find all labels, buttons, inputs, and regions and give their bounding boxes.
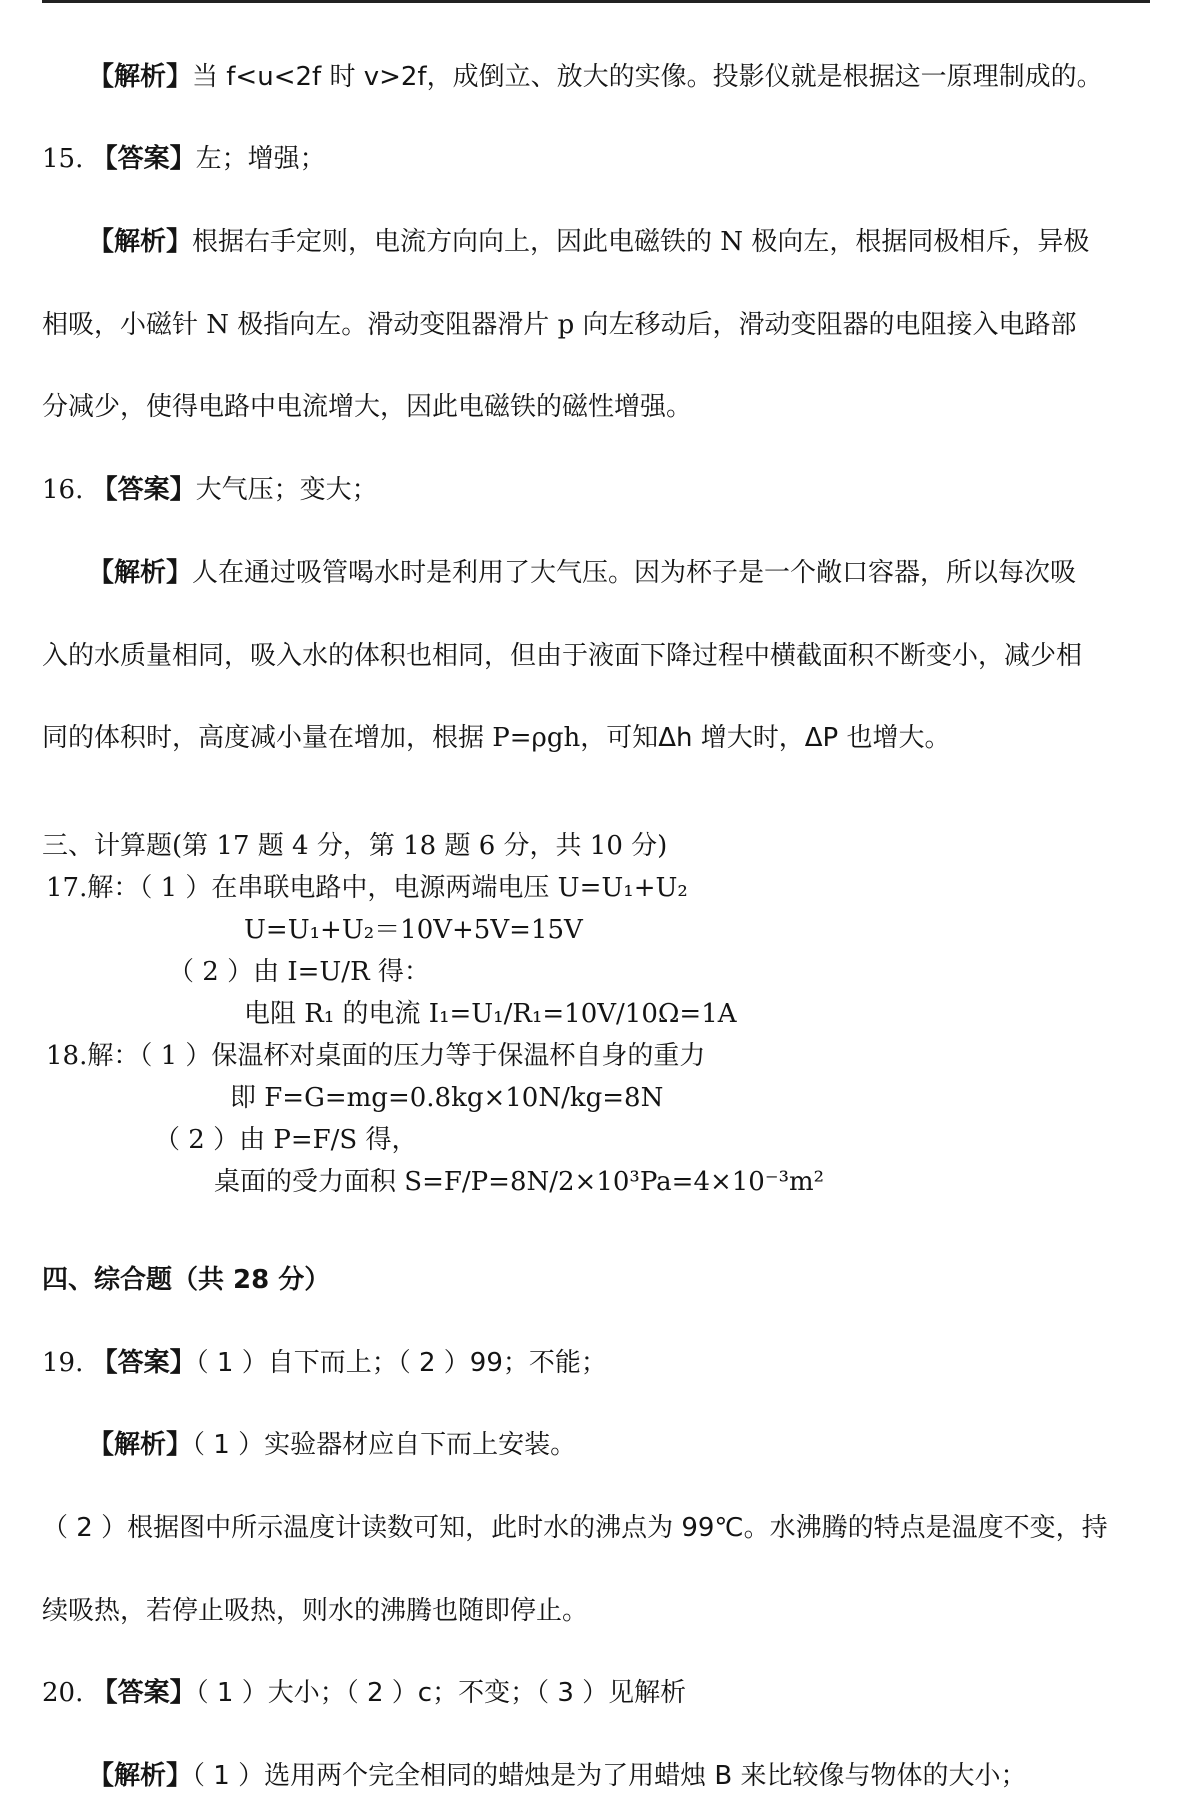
q17-line3: （ 2 ）由 I=U/R 得： bbox=[168, 957, 430, 987]
text-seg: 人在通过吸管喝水时是利用了大气压。因为杯子是一个敞口容器，所以每次吸 bbox=[192, 558, 1077, 588]
q14-analysis bbox=[88, 60, 1103, 94]
question-number: 20. bbox=[42, 1678, 84, 1708]
answer-text: （ 1 ）自下而上；（ 2 ）99；不能； bbox=[195, 1348, 607, 1378]
answer-label: 【答案】 bbox=[91, 144, 196, 174]
section4-title: 四、综合题（共 28 分） bbox=[42, 1265, 331, 1295]
text-seg: p bbox=[557, 310, 575, 340]
text-seg: 向左移动后，滑动变阻器的电阻接入电路部 bbox=[582, 310, 1077, 340]
q16-analysis-line1 bbox=[88, 556, 1076, 590]
answer-text: （ 1 ）大小；（ 2 ）c；不变；（ 3 ）见解析 bbox=[195, 1678, 687, 1708]
text-seg: 极指向左。滑动变阻器滑片 bbox=[237, 310, 550, 340]
section3-title: 三、计算题(第 17 题 4 分，第 18 题 6 分，共 10 分) bbox=[42, 831, 668, 861]
q15-analysis-line1 bbox=[42, 225, 1150, 259]
text-seg: （ 1 ）选用两个完全相同的蜡烛是为了用蜡烛 B 来比较像与物体的大小； bbox=[192, 1761, 1027, 1791]
q18-line2: 即 F=G=mg=0.8kg×10N/kg=8N bbox=[230, 1083, 664, 1113]
q17-line4: 电阻 R₁ 的电流 I₁=U₁/R₁=10V/10Ω=1A bbox=[244, 999, 737, 1029]
analysis-label: 【解析】 bbox=[88, 558, 193, 588]
q17-line1: 17.解：（ 1 ）在串联电路中，电源两端电压 U=U₁+U₂ bbox=[46, 873, 688, 903]
q19-analysis-line1 bbox=[88, 1428, 576, 1462]
analysis-label: 【解析】 bbox=[88, 1430, 193, 1460]
text-seg: 同的体积时，高度减小量在增加，根据 bbox=[42, 723, 485, 753]
answer-label: 【答案】 bbox=[91, 475, 196, 505]
text-seg: N bbox=[720, 227, 744, 257]
top-rule bbox=[42, 0, 1150, 3]
text-seg: ，可知Δh 增大时，ΔP 也增大。 bbox=[580, 723, 951, 753]
answer-label: 【答案】 bbox=[91, 1348, 196, 1378]
q20-analysis-line1 bbox=[88, 1759, 1026, 1793]
question-number: 15. bbox=[42, 144, 84, 174]
q16-answer bbox=[42, 473, 378, 507]
q15-analysis-line2 bbox=[42, 308, 1077, 342]
question-number: 19. bbox=[42, 1348, 84, 1378]
analysis-label: 【解析】 bbox=[88, 62, 193, 92]
text-seg: 极向左，根据同极相斥，异极 bbox=[751, 227, 1090, 257]
q20-answer bbox=[42, 1676, 686, 1710]
answer-label: 【答案】 bbox=[91, 1678, 196, 1708]
text-seg: P=ρgh bbox=[492, 723, 581, 753]
text-seg: 根据右手定则，电流方向向上，因此电磁铁的 bbox=[192, 227, 713, 257]
text-seg: （ 1 ）实验器材应自下而上安装。 bbox=[192, 1430, 577, 1460]
question-number: 16. bbox=[42, 475, 84, 505]
answer-text: 左；增强； bbox=[195, 144, 326, 174]
q18-line3: （ 2 ）由 P=F/S 得， bbox=[154, 1125, 418, 1155]
q18-line4: 桌面的受力面积 S=F/P=8N/2×10³Pa=4×10⁻³m² bbox=[214, 1167, 825, 1197]
q15-answer bbox=[42, 142, 326, 176]
text-seg: 相吸，小磁针 bbox=[42, 310, 199, 340]
analysis-label: 【解析】 bbox=[88, 227, 193, 257]
analysis-label: 【解析】 bbox=[88, 1761, 193, 1791]
q19-analysis-line2: （ 2 ）根据图中所示温度计读数可知，此时水的沸点为 99℃。水沸腾的特点是温度不变，持 bbox=[42, 1513, 1108, 1543]
q18-line1: 18.解：（ 1 ）保温杯对桌面的压力等于保温杯自身的重力 bbox=[46, 1041, 706, 1071]
analysis-text: 当 f<u<2f 时 v>2f，成倒立、放大的实像。投影仪就是根据这一原理制成的。 bbox=[192, 62, 1103, 92]
q17-line2: U=U₁+U₂＝10V+5V=15V bbox=[244, 915, 583, 945]
q19-analysis-line3: 续吸热，若停止吸热，则水的沸腾也随即停止。 bbox=[42, 1596, 589, 1626]
q15-analysis-line3: 分减少，使得电路中电流增大，因此电磁铁的磁性增强。 bbox=[42, 392, 693, 422]
q16-analysis-line2: 入的水质量相同，吸入水的体积也相同，但由于液面下降过程中横截面积不断变小，减少相 bbox=[42, 641, 1083, 671]
answer-text: 大气压；变大； bbox=[195, 475, 378, 505]
q16-analysis-line3 bbox=[42, 721, 951, 755]
text-seg: N bbox=[206, 310, 230, 340]
q19-answer bbox=[42, 1346, 607, 1380]
